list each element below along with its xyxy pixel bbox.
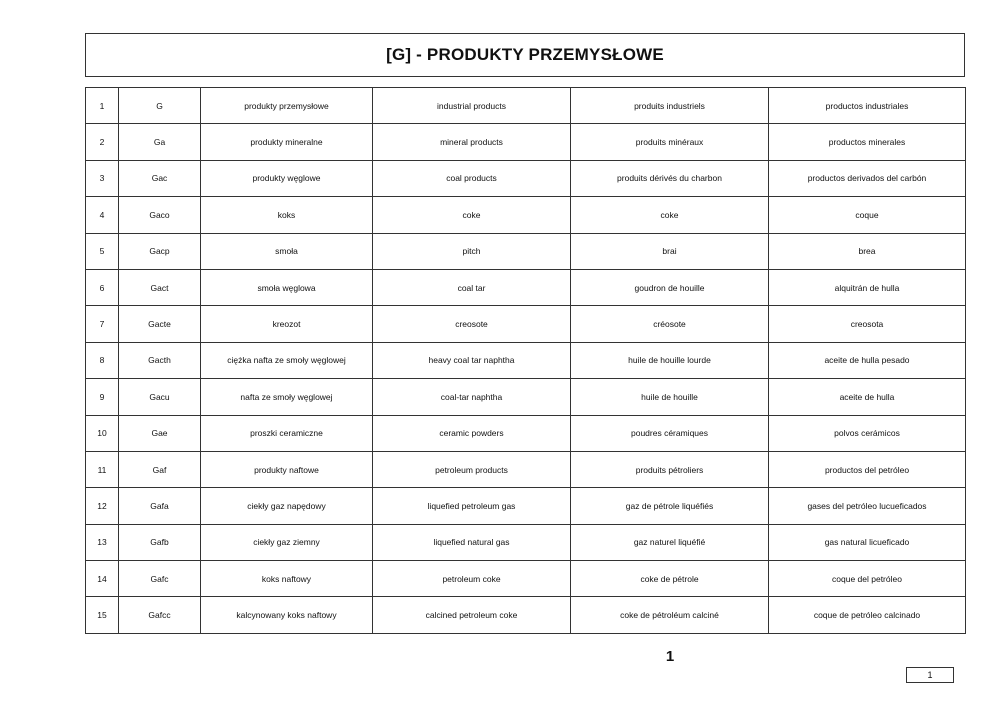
table-row bbox=[86, 233, 966, 269]
code-cell: Gae bbox=[119, 415, 201, 451]
code-cell: Gafa bbox=[119, 488, 201, 524]
page-number-box: 1 bbox=[906, 667, 954, 683]
spanish-term-cell: aceite de hulla bbox=[769, 379, 966, 415]
row-number-cell: 1 bbox=[86, 88, 119, 124]
spanish-term-cell: brea bbox=[769, 233, 966, 269]
row-number-cell: 6 bbox=[86, 269, 119, 305]
code-cell: Gacu bbox=[119, 379, 201, 415]
english-term-cell: creosote bbox=[373, 306, 571, 342]
table-row bbox=[86, 561, 966, 597]
code-cell: Gact bbox=[119, 269, 201, 305]
polish-term-cell: ciężka nafta ze smoły węglowej bbox=[201, 342, 373, 378]
french-term-cell: créosote bbox=[571, 306, 769, 342]
row-number-cell: 2 bbox=[86, 124, 119, 160]
french-term-cell: produits industriels bbox=[571, 88, 769, 124]
english-term-cell: calcined petroleum coke bbox=[373, 597, 571, 633]
row-number-cell: 11 bbox=[86, 451, 119, 487]
spanish-term-cell: gas natural licueficado bbox=[769, 524, 966, 560]
row-number-cell: 4 bbox=[86, 197, 119, 233]
polish-term-cell: smoła węglowa bbox=[201, 269, 373, 305]
english-term-cell: ceramic powders bbox=[373, 415, 571, 451]
terms-table-body bbox=[86, 88, 966, 634]
code-cell: Ga bbox=[119, 124, 201, 160]
french-term-cell: poudres céramiques bbox=[571, 415, 769, 451]
spanish-term-cell: creosota bbox=[769, 306, 966, 342]
french-term-cell: gaz de pétrole liquéfiés bbox=[571, 488, 769, 524]
page-number: 1 bbox=[665, 648, 675, 665]
spanish-term-cell: coque del petróleo bbox=[769, 561, 966, 597]
french-term-cell: brai bbox=[571, 233, 769, 269]
code-cell: Gafb bbox=[119, 524, 201, 560]
row-number-cell: 13 bbox=[86, 524, 119, 560]
code-cell: G bbox=[119, 88, 201, 124]
table-row bbox=[86, 379, 966, 415]
spanish-term-cell: polvos cerámicos bbox=[769, 415, 966, 451]
french-term-cell: gaz naturel liquéfié bbox=[571, 524, 769, 560]
english-term-cell: industrial products bbox=[373, 88, 571, 124]
table-row bbox=[86, 342, 966, 378]
english-term-cell: heavy coal tar naphtha bbox=[373, 342, 571, 378]
english-term-cell: petroleum coke bbox=[373, 561, 571, 597]
terms-table bbox=[85, 87, 966, 634]
code-cell: Gaf bbox=[119, 451, 201, 487]
spanish-term-cell: alquitrán de hulla bbox=[769, 269, 966, 305]
row-number-cell: 8 bbox=[86, 342, 119, 378]
french-term-cell: coke bbox=[571, 197, 769, 233]
table-row bbox=[86, 415, 966, 451]
row-number-cell: 7 bbox=[86, 306, 119, 342]
polish-term-cell: smoła bbox=[201, 233, 373, 269]
french-term-cell: produits dérivés du charbon bbox=[571, 160, 769, 196]
table-row bbox=[86, 124, 966, 160]
english-term-cell: pitch bbox=[373, 233, 571, 269]
table-row bbox=[86, 597, 966, 633]
english-term-cell: coal-tar naphtha bbox=[373, 379, 571, 415]
polish-term-cell: produkty węglowe bbox=[201, 160, 373, 196]
code-cell: Gaco bbox=[119, 197, 201, 233]
french-term-cell: goudron de houille bbox=[571, 269, 769, 305]
page-title: [G] - PRODUKTY PRZEMYSŁOWE bbox=[85, 33, 965, 77]
table-row bbox=[86, 306, 966, 342]
code-cell: Gacth bbox=[119, 342, 201, 378]
polish-term-cell: ciekły gaz ziemny bbox=[201, 524, 373, 560]
code-cell: Gacte bbox=[119, 306, 201, 342]
spanish-term-cell: productos industriales bbox=[769, 88, 966, 124]
polish-term-cell: proszki ceramiczne bbox=[201, 415, 373, 451]
table-row bbox=[86, 160, 966, 196]
spanish-term-cell: productos minerales bbox=[769, 124, 966, 160]
english-term-cell: coal products bbox=[373, 160, 571, 196]
polish-term-cell: kalcynowany koks naftowy bbox=[201, 597, 373, 633]
polish-term-cell: ciekły gaz napędowy bbox=[201, 488, 373, 524]
english-term-cell: coke bbox=[373, 197, 571, 233]
french-term-cell: produits pétroliers bbox=[571, 451, 769, 487]
spanish-term-cell: coque de petróleo calcinado bbox=[769, 597, 966, 633]
french-term-cell: coke de pétrole bbox=[571, 561, 769, 597]
french-term-cell: coke de pétroléum calciné bbox=[571, 597, 769, 633]
polish-term-cell: nafta ze smoły węglowej bbox=[201, 379, 373, 415]
table-row bbox=[86, 88, 966, 124]
english-term-cell: petroleum products bbox=[373, 451, 571, 487]
row-number-cell: 14 bbox=[86, 561, 119, 597]
table-row bbox=[86, 269, 966, 305]
row-number-cell: 5 bbox=[86, 233, 119, 269]
french-term-cell: huile de houille lourde bbox=[571, 342, 769, 378]
row-number-cell: 10 bbox=[86, 415, 119, 451]
english-term-cell: coal tar bbox=[373, 269, 571, 305]
spanish-term-cell: aceite de hulla pesado bbox=[769, 342, 966, 378]
french-term-cell: produits minéraux bbox=[571, 124, 769, 160]
english-term-cell: liquefied petroleum gas bbox=[373, 488, 571, 524]
polish-term-cell: produkty naftowe bbox=[201, 451, 373, 487]
polish-term-cell: kreozot bbox=[201, 306, 373, 342]
spanish-term-cell: productos derivados del carbón bbox=[769, 160, 966, 196]
polish-term-cell: koks bbox=[201, 197, 373, 233]
english-term-cell: liquefied natural gas bbox=[373, 524, 571, 560]
spanish-term-cell: coque bbox=[769, 197, 966, 233]
code-cell: Gac bbox=[119, 160, 201, 196]
polish-term-cell: koks naftowy bbox=[201, 561, 373, 597]
spanish-term-cell: gases del petróleo lucueficados bbox=[769, 488, 966, 524]
english-term-cell: mineral products bbox=[373, 124, 571, 160]
row-number-cell: 12 bbox=[86, 488, 119, 524]
row-number-cell: 15 bbox=[86, 597, 119, 633]
table-row bbox=[86, 524, 966, 560]
row-number-cell: 9 bbox=[86, 379, 119, 415]
spanish-term-cell: productos del petróleo bbox=[769, 451, 966, 487]
row-number-cell: 3 bbox=[86, 160, 119, 196]
french-term-cell: huile de houille bbox=[571, 379, 769, 415]
table-row bbox=[86, 488, 966, 524]
polish-term-cell: produkty przemysłowe bbox=[201, 88, 373, 124]
code-cell: Gacp bbox=[119, 233, 201, 269]
polish-term-cell: produkty mineralne bbox=[201, 124, 373, 160]
table-row bbox=[86, 197, 966, 233]
table-row bbox=[86, 451, 966, 487]
code-cell: Gafc bbox=[119, 561, 201, 597]
code-cell: Gafcc bbox=[119, 597, 201, 633]
